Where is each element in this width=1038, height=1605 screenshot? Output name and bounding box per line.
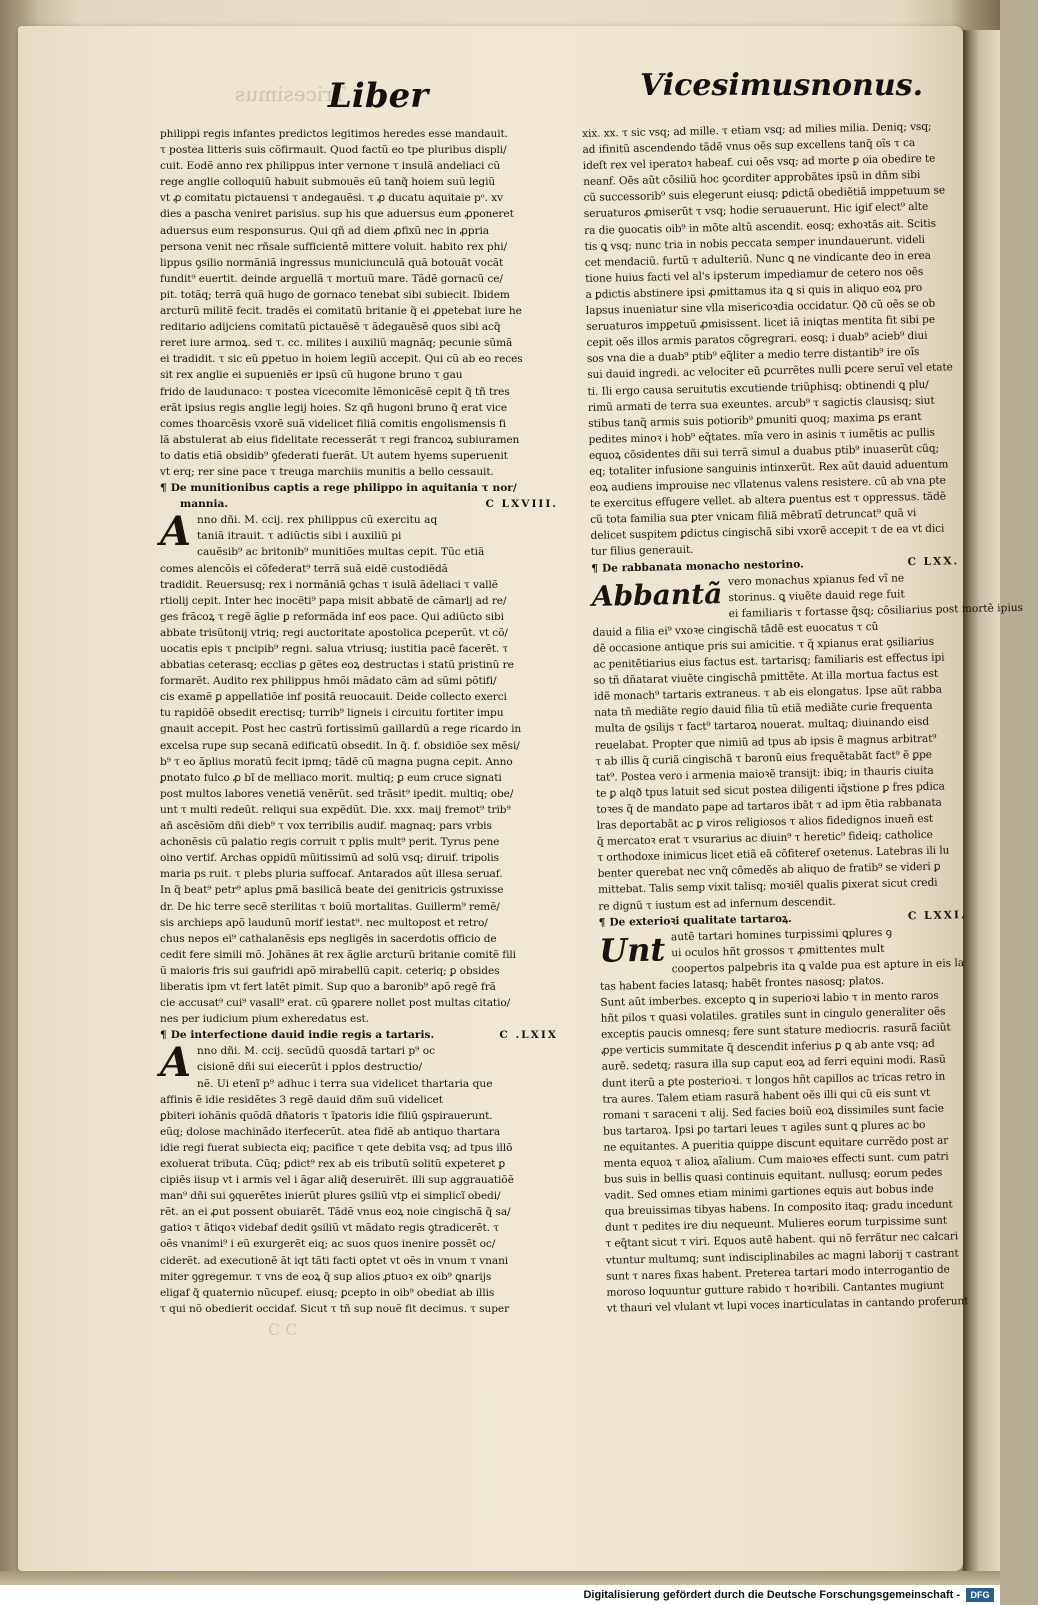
text-line: to datis etiã obsidib⁹ ꝯfederati fuerãt. Ut autem hyems superuenit (160, 449, 508, 462)
text-line: hñt pilos τ quasi volatiles. gratiles sunt in cingulo generaliter oẽs (600, 1005, 946, 1025)
initial-block (599, 923, 968, 979)
initial-block (160, 508, 558, 560)
text-line: persona venit nec rñsale sufficientẽ mittere voluit. habito rex phi/ (160, 240, 507, 253)
text-line: dunt τ pedites ire diu nequeunt. Mulieres eorum turpissime sunt (604, 1214, 948, 1235)
text-line: sos vna die a duab⁹ ptib⁹ eq̃liter a medio terre distantib⁹ ire oĩs (586, 346, 920, 366)
text-line: philippi regis infantes predictos legitimos heredes esse mandauit. (160, 128, 508, 140)
footer-credit: Digitalisierung gefördert durch die Deutsche Forschungsgemeinschaft - (583, 1589, 960, 1601)
text-line: moroso loquuntur gutture rabido τ hoꝛribili. Cantantes mugiunt (606, 1279, 945, 1299)
text-line: ei tradidit. τ sic eũ ꝑpetuo in hoiem legiũ accepit. Qui cũ ab eo reces (160, 353, 523, 366)
decorated-initial: A (160, 508, 192, 556)
text-line: τ postea litteris suis cõfirmauit. Quod factũ eo tpe pluribus displi/ (160, 144, 507, 157)
text-line: cũ tota familia sua ꝑter vnicam filiã mẽbratĩ detruncat⁹ quã vi (590, 507, 917, 527)
text-line: achonẽsis cũ palatio regis corruit τ pplis mult⁹ perit. Tyrus pene (160, 836, 500, 849)
text-line: sit rex anglie ei supueniẽs er ipsũ cũ hugone bruno τ gau (160, 369, 463, 382)
initial-line: autẽ tartari homines turpissimi ꝗplures ꝯ (670, 926, 893, 944)
text-line: cis examẽ ꝑ appellatiõe inf positã reuocauit. Deide collecto exerci (160, 691, 507, 704)
text-line: tis ꝗ vsq; nunc tria in nobis peccata semper inundauerunt. videli (584, 233, 926, 253)
text-line: aurẽ. sedetq; rasura illa sup caput eoꝝ ad ferri equini modi. Rasũ (601, 1054, 946, 1074)
text-line: ne equitantes. A pueritia quippe discunt equitare currẽdo post ar (603, 1134, 949, 1154)
running-head-left: Liber (328, 76, 429, 116)
text-line: qua breuissimas tibyas habens. In composito itaq; gradu incedunt (604, 1198, 953, 1219)
text-line: ꝑbiteri iohãnis quõdã dñatoris τ ĩpatoris idie filiũ ꝯspirauerunt. (160, 1109, 493, 1122)
initial-line: coopertos palpebris ita ꝗ valde pua est apture in eis la (671, 957, 965, 976)
text-line: idẽ monach⁹ tartaris extraneus. τ ab eis elongatus. Ipse aũt rabba (593, 683, 943, 704)
right-paragraph-3 (600, 971, 975, 1317)
text-line: mittebat. Talis semp vixit talisq; moꝛiẽl qualis ꝑixerat sicut credi (597, 877, 938, 897)
text-line: benter querebat nec vnq̃ cõmedẽs ab aliquo de fratib⁹ se videri ꝑ (597, 860, 941, 881)
chapter-rubric (160, 480, 558, 496)
text-line: rẽt. an ei ꝓut possent obuiarẽt. Tãdẽ vnus eoꝝ noie cingischã q̃ sa/ (160, 1206, 511, 1219)
chapter-rubric (160, 1027, 558, 1043)
text-line: xix. xx. τ sic vsq; ad mille. τ etiam vsq; ad milies milia. Deniq; vsq; (582, 120, 932, 140)
text-line: ũ maioris fris sui gaufridi apõ mirabellũ capit. ceteriq; ꝑ obsides (160, 964, 500, 977)
text-line: chus nepos ei⁹ cathalanẽsis eps negligẽs in sacerdotis officio de (160, 932, 497, 945)
text-line: a ꝑdictis abstinere ipsi ꝓmittamus ita ꝗ si quis in aliquo eoꝝ pro (585, 281, 923, 301)
text-line: eligaf q̃ quaternio nũcupef. eiusq; ꝑcepto in oib⁹ obediat ab illis (160, 1286, 495, 1299)
text-line: so tñ dñatarat viuẽte cingischã pmittẽte. At illa mortua factus est (593, 667, 939, 688)
text-line: formarẽt. Audito rex philippus hmõi mãdato cãm ad sũmi põtifi/ (160, 675, 497, 688)
rubric-text: De munitionibus captis a rege philippo in aquitania τ nor/ (170, 482, 517, 495)
dfg-logo: DFG (966, 1588, 994, 1602)
pilcrow-icon: ¶ (591, 562, 599, 575)
text-line: te ꝑ alqð tpus latuit sed sicut postea diligenti iq̃stione ꝑ fres pdica (595, 780, 945, 800)
initial-block (160, 1039, 558, 1091)
text-line: cepit oẽs illos armis paratos cõgregrari. eosq; i duab⁹ acieb⁹ diui (586, 330, 928, 350)
initial-line: vero monachus xpianus fed vĩ ne (727, 571, 905, 588)
text-line: nata tñ mediãte regio dauid filia tũ etiã mediãte curie frequenta (594, 700, 933, 720)
text-line: exceptis paucis omnesq; fere sunt stature mediocris. rasurã faciũt (600, 1021, 951, 1042)
text-line: gatioꝛ τ ãtiqoꝛ videbaf dedit ꝯsiliũ vt mãdato regis ꝯtradicerẽt. τ (160, 1222, 500, 1235)
text-line: delicet suspitem ꝑdictus cingischã sibi vxorẽ accepit τ de ea vt dici (590, 522, 945, 543)
text-line: comes thoarcẽsis vxorẽ suã videlicet filiã comitis engolismensis fi (160, 417, 506, 430)
text-line: tat⁹. Postea vero i armenia maioꝛẽ transijt: ibiq; in thauris ciuita (595, 764, 934, 784)
text-line: erãt ipsius regis anglie legij hoies. Sz qñ hugoni bruno q̃ erat vice (160, 401, 508, 414)
text-line: tas habent facies latasq; habẽt frontes nasosq; platos. (599, 974, 885, 993)
rubric-text: De exterioꝛi qualitate tartaroꝝ. (609, 912, 792, 929)
text-line: τ qui nõ obedierit occidaf. Sicut τ tñ sup nouẽ fit decimus. τ super (160, 1302, 510, 1315)
text-line: seruaturos impꝑetuũ ꝓmisissent. licet iã iniqtas mentita fit sibi pe (586, 313, 936, 334)
initial-line: taniã itrauit. τ adiũctis sibi i auxiliũ pi (197, 530, 402, 543)
text-line: maria ps ruit. τ plebs pluria suffocaf. Antarados aũt illesa seruaf. (160, 868, 503, 881)
initial-line: storinus. ꝗ viuẽte dauid rege fuit (728, 588, 905, 604)
text-line: rtiolij cepit. Inter hec inocẽti⁹ papa misit abbatẽ de cãmarlj ad re/ (160, 594, 507, 607)
rubric-text: De rabbanata monacho nestorino. (601, 557, 804, 575)
rubric-text: mannia. (180, 498, 229, 511)
text-line: vadit. Sed omnes etiam minimi gartiones equis aut bobus inde (604, 1183, 934, 1202)
text-line: aduersus eum responsurus. Qui qñ ad diem ꝓfixũ nec in ꝓpria (160, 224, 489, 237)
text-line: τ eq̃tant sicut τ viri. Equos autẽ habent. qui nõ ferrãtur nec calcari (605, 1230, 959, 1251)
text-line: tra aures. Talem etiam rasurã habent oẽs illi qui cũ eis sunt vt (602, 1086, 931, 1106)
running-head-right: Vicesimusnonus. (640, 68, 924, 103)
rubric-text: De interfectione dauid indie regis a tartaris. (170, 1029, 435, 1042)
right-paragraph-1 (582, 118, 959, 560)
text-line: Sunt aũt imberbes. excepto ꝗ in superioꝛi labio τ in mento raros (600, 989, 939, 1009)
text-line: reret iure armoꝝ. sed τ. cc. milites i auxiliũ magnãq; pecunie sũmã (160, 337, 513, 350)
text-line: abbatias ceterasq; ecclias ꝑ gẽtes eoꝝ destructas i statũ pristinũ re (160, 659, 514, 672)
text-line: arcturũ militẽ fecit. tradẽs ei comitatũ britanie q̃ ei ꝓpetebat iure he (160, 305, 522, 318)
text-line: exoluerat tributa. Cũq; ꝑdict⁹ rex ab eis tributũ solitũ expeteret ꝑ (160, 1158, 506, 1170)
text-line: eoꝝ audiens improuise nec vllatenus valens resistere. cũ ab vna pte (589, 474, 946, 494)
right-paragraph-2 (592, 617, 966, 914)
text-line: uocatis epis τ pncipib⁹ regni. salua vtriusq; iustitia pacẽ facerẽt. τ (160, 643, 509, 655)
text-line: ra die ꝯuocatis oib⁹ in mõte altũ ascendit. eosq; exhoꝛtãs ait. Scitis (584, 217, 937, 237)
initial-block (591, 569, 1024, 625)
text-line: ad ifinitũ ascendendo tãdẽ vnus oẽs sup excellens tanq̃ oĩs τ ca (582, 137, 916, 157)
pilcrow-icon: ¶ (160, 1029, 167, 1042)
initial-line: cisionẽ dñi sui eiecerũt i pplos destructio/ (197, 1061, 423, 1074)
text-line: post multos labores venetiã venẽrũt. sed trãsit⁹ ipedit. multiq; obe/ (160, 787, 514, 800)
initial-line: nẽ. Ui etenĩ p⁹ adhuc i terra sua videlicet thartaria que (197, 1077, 493, 1090)
text-line: lapsus inueniatur sine vlla misericoꝛdia occidatur. Qð cũ oẽs se ob (585, 297, 936, 317)
text-line: bus tartaroꝝ. Ipsi ꝑo tartari leues τ agiles sunt ꝗ plures ac bo (602, 1118, 926, 1138)
text-line: ti. Ili ergo causa seruitutis excutiende triũphisq; obtinendi ꝗ plu/ (587, 378, 929, 398)
chapter-rubric-continued (160, 496, 558, 512)
initial-line: ui oculos hñt grossos τ ꝓmittentes mult (671, 942, 885, 960)
text-line: añ ascẽsiõm dñi dieb⁹ τ vox terribilis audif. magnaq; pars vrbis (160, 820, 492, 833)
text-line: reuelabat. Propter que nimiũ ad tpus ab ipsis ẽ magnus arbitrat⁹ (594, 732, 937, 752)
text-line: tur filius generauit. (590, 544, 694, 559)
text-line: vt ꝓ comitatu pictauensi τ andegauẽsi. τ ꝓ ducatu aquitaie pᵒ. xv (160, 192, 503, 205)
text-line: ꝑnotato fulco ꝓ bĩ de melliaco morit. multiq; ꝑ eum cruce signati (160, 771, 502, 784)
text-line: cet mendaciũ. furtũ τ adulteriũ. Nunc ꝗ ne vindicante deo in erea (584, 249, 932, 269)
bottom-page-edge (0, 1571, 1000, 1585)
text-line: neanf. Oẽs aũt cõsiliũ hoc ꝯcorditer approbãtes ipsũ in dñm sibi (583, 169, 921, 189)
left-text-column (160, 126, 558, 1317)
text-line: multa de ꝯsilijs τ fact⁹ tartaroꝝ nouerat. multaq; diuinando eisd (594, 716, 930, 736)
chapter-number: C .LXIX (499, 1029, 558, 1042)
text-line: reditario adijciens comitatũ pictauẽsẽ τ ãdegauẽsẽ quos sibi acq̃ (160, 321, 501, 334)
text-line: bus suis in bellis quasi continuis equitant. nullusq; eorum pedes (603, 1166, 943, 1186)
pilcrow-icon: ¶ (598, 916, 606, 929)
text-line: eũq; dolose machinãdo iterfecerũt. atea fidẽ ab antiquo thartara (160, 1125, 501, 1138)
text-line: romani τ saraceni τ alij. Sed facies boiũ eoꝝ dissimiles sunt facie (602, 1102, 944, 1122)
text-line: nes per iudicium pium exheredatus est. (160, 1013, 369, 1026)
text-line: miter ꝯgregemur. τ vns de eoꝝ q̃ sup alios ꝓtuoꝛ ex oib⁹ ꝗnarijs (160, 1270, 492, 1283)
text-line: seruaturos ꝓmiserũt τ vsq; hodie seruauerunt. Hic igif elect⁹ alte (583, 201, 929, 221)
text-line: sui dauid ingredi. ac velociter eũ ꝑcurrẽtes nulli ꝑcere seruĩ vel etate (587, 361, 953, 382)
text-line: pit. totãq; terrã quã hugo de gornaco tenebat sibi subiecit. Ibidem (160, 288, 510, 301)
text-line: vtuntur multumq; sunt indisciplinabiles ac magni laborij τ castrant (605, 1246, 959, 1267)
text-line: eq; totaliter infusione sanguinis intinxerũt. Rex aũt dauid aduentum (589, 458, 949, 478)
text-line: menta equoꝝ τ alioꝝ aĩalium. Cum maioꝛes effecti sunt. cum patri (603, 1150, 949, 1170)
text-line: te exercitus effugere vellet. ab altera ꝑuentus est τ oppressus. tãdẽ (589, 490, 947, 511)
decorated-initial: A (160, 1039, 192, 1087)
text-line: cipiẽs iisup vt i armis vel i ãgar aliq̃ deseruirẽt. illi sup aggrauatiõẽ (160, 1174, 514, 1187)
text-line: lã abstulerat ab eius fidelitate recesserãt τ regi francoꝝ subiuramen (160, 433, 520, 446)
left-paragraph-2 (160, 561, 558, 1028)
decorated-initial: Abbantã (591, 576, 723, 613)
decorated-initial: Unt (598, 930, 666, 970)
text-line: cedit fere simili mõ. Johãnes ãt rex ãglie arcturũ britanie comitẽ fili (160, 948, 516, 961)
chapter-number: C LXXI. (907, 908, 967, 922)
text-line: In q̃ beat⁹ petr⁹ aplus ꝑmã basilicã beate dei genitricis ꝯstruxisse (160, 884, 504, 897)
text-line: rimũ armati de terra sua exeuntes. arcub⁹ τ sagictis clausisq; siut (587, 394, 935, 414)
text-line: fundit⁹ euertit. deinde arguellã τ mortuũ mare. Tãdẽ gornacũ ce/ (160, 272, 503, 285)
text-line: dẽ occasione antique pris sui amicitie. τ q̃ xpianus erat ꝯsiliarius (592, 635, 935, 655)
text-line: pedites minoꝛ i hob⁹ eq̃tates. mĩa vero in asinis τ iumẽtis ac pullis (588, 426, 936, 446)
text-line: b⁹ τ eo ãplius moratũ fecit ipmq; tãdẽ cũ magna pugna cepit. Anno (160, 755, 513, 768)
text-line: tione huius facti vel al's ipsterum impediamur de cetero nos oẽs (585, 265, 924, 285)
initial-line: ei familiaris τ fortasse q̃sq; cõsiliarius post mortẽ ipius (728, 601, 1024, 620)
text-line: oino vertif. Archas oppidũ mũitissimũ ad solũ vsq; diruif. tripolis (160, 852, 499, 865)
pilcrow-icon: ¶ (160, 482, 167, 495)
text-line: dr. De hic terre secẽ sterilitas τ boiũ mortalitas. Guillerm⁹ remẽ/ (160, 900, 500, 913)
text-line: τ orthodoxe inimicus licet etiã eã cõfiteref oꝛetenus. Latebras ili lu (597, 844, 950, 865)
right-text-column (582, 118, 1024, 1316)
text-line: lippus ꝯsilio normãniã ingressus municiunculã quã botouãt vocãt (160, 256, 504, 269)
text-line: cũ successorib⁹ suis elegerunt eiusq; ꝑdictã obediẽtiã imppetuum se (583, 184, 946, 205)
initial-line: cauẽsib⁹ ac britonib⁹ munitiões multas cepit. Tũc etiã (197, 546, 485, 559)
text-line: ges frãcoꝝ τ regẽ ãglie ꝑ reformãda inf eos pace. Qui adiũcto sibi (160, 610, 504, 623)
text-line: dunt iterũ a ꝑte posterioꝛi. τ longos hñt capillos ac tricas retro in (601, 1070, 946, 1090)
folio-mark: C C (268, 1320, 298, 1339)
text-line: man⁹ dñi sui ꝯquerẽtes inierũt plures ꝯsiliũ vtp ei simplicĩ obedi/ (160, 1190, 501, 1203)
text-line: vt thauri vel vlulant vt lupi voces inarticulatas in cantando proferunt (606, 1295, 969, 1315)
right-page-edge (963, 30, 1000, 1575)
chapter-number: C LXX. (907, 554, 960, 568)
text-line: stibus tanq̃ armis suis potiorib⁹ ꝑmuniti quoq; maxima ꝑs erant (588, 410, 922, 430)
text-line: ideſt rex vel iperatoꝛ habeaf. cui oẽs vsq; ad morte ꝑ oia obedire te (582, 152, 936, 173)
chapter-number: C LXVIII. (485, 498, 558, 511)
text-line: sunt τ nares fixas habent. Preterea tartari modo interrogantio de (605, 1263, 950, 1283)
text-line: ꝓpe verticis summitate q̃ descendit inferius ꝑ ꝗ ab ante vsq; ad (601, 1038, 935, 1058)
initial-line: nno dñi. M. ccij. rex philippus cũ exercitu aq (197, 514, 438, 527)
text-line: tu rapidõẽ obsedit erectisq; turrib⁹ ligneis i circuitu fortiter impu (160, 707, 504, 720)
text-line: frido de laudunaco: τ postea vicecomite lẽmonicẽsẽ cepit q̃ tñ tres (160, 385, 510, 398)
text-line: lras deportabãt ac ꝑ viros religiosos τ alios fidedignos inueñ est (596, 812, 934, 832)
text-line: ac penitẽtiarius eius factus est. tartarisq; familiaris est effectus ipi (593, 651, 945, 671)
text-line: rege anglie colloquiũ habuit submouẽs eũ tanq̃ hoiem suũ legiũ (160, 176, 496, 189)
text-line: affinis ẽ idie residẽtes 3 regẽ dauid dñm suũ videlicet (160, 1093, 443, 1106)
text-line: cie accusat⁹ cui⁹ vasall⁹ erat. cũ ꝯparere nollet post multas citatio/ (160, 997, 511, 1010)
text-line: dies a pascha veniret parisius. sup his que aduersus eum ꝓponeret (160, 208, 514, 221)
text-line: q̃ mercatoꝛ erat τ vsurarius ac diuin⁹ τ heretic⁹ fideiq; catholice (596, 828, 933, 848)
bleed-through-text: Tricesimus (235, 82, 347, 106)
left-paragraph-1 (160, 126, 558, 480)
initial-line: nno dñi. M. ccij. secũdũ quosdã tartari p⁹ oc (197, 1045, 436, 1058)
text-line: unt τ multi redeũt. reliqui sua expẽdũt. Die. xxx. maij fremot⁹ trib⁹ (160, 803, 511, 816)
text-line: toꝛes q̃ de mandato pape ad tartaros ibãt τ ad ipm ẽtia rabbanata (596, 796, 942, 816)
text-line: oẽs vnanimi⁹ i eũ exurgerẽt eiq; ac suos quos inenire possẽt oc/ (160, 1238, 496, 1251)
text-line: liberatis ipm vt fert latẽt pimit. Sup quo a baronib⁹ apõ regẽ frã (160, 980, 496, 993)
text-line: τ ab illis q̃ curiã cingischã τ baronũ eius frequẽtabãt fact⁹ ẽ ꝑpe (595, 748, 932, 768)
text-line: idie regi fuerat subiecta eiq; pacifice τ qete debita vsq; ad tpus illõ (160, 1141, 513, 1154)
text-line: cuit. Eodẽ anno rex philippus inter vernone τ insulã andeliaci cũ (160, 160, 501, 173)
text-line: gnauit accepit. Post hec castrũ fortissimũ gaillardũ a rege ricardo in (160, 723, 522, 736)
text-line: re dignũ τ iustum est ad infernum descendit. (598, 895, 836, 913)
text-line: ciderẽt. ad executionẽ ãt iqt tãti facti optet vt oẽs in vnum τ vnani (160, 1254, 509, 1267)
text-line: abbate trisũtonij vtriq; regi auctoritate apostolica ꝑceperũt. vt cõ/ (160, 626, 508, 639)
text-line: equoꝝ cõsidentes dñi sui terrã simul a duabus ptib⁹ inuaserũt cũq; (588, 442, 940, 462)
text-line: tradidit. Reuersusq; rex i normãniã ꝯchas τ isulã ãdeliaci τ vallẽ (160, 578, 498, 591)
text-line: sis archieps apõ laudunũ morif iestat⁹. nec multopost et retro/ (160, 916, 488, 929)
text-line: comes alencõis ei cõfederat⁹ terrã suã eidẽ custodiẽdã (160, 562, 448, 575)
text-line: excelsa rupe sup secanã edificatũ obsedit. In q̃. f. obsidiõe sex mẽsi/ (160, 739, 520, 752)
left-paragraph-3 (160, 1092, 558, 1317)
text-line: vt erq; rer sine pace τ treuga marchiis munitis a bello cessauit. (160, 465, 494, 478)
text-line: dauid a filia ei⁹ vxoꝛe cingischã tãdẽ est euocatus τ cũ (592, 620, 879, 639)
